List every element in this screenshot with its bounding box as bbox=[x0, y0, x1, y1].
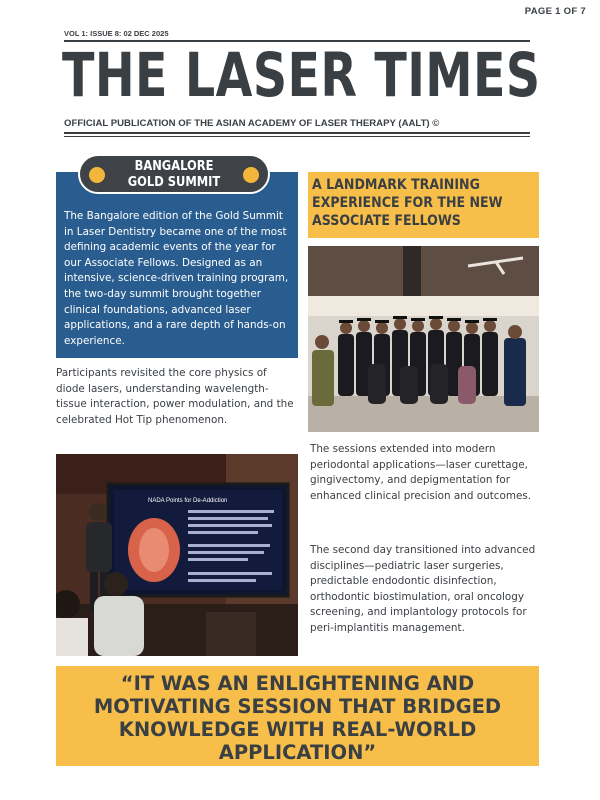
page-indicator: PAGE 1 OF 7 bbox=[524, 6, 586, 17]
headline: A LANDMARK TRAINING EXPERIENCE FOR THE NEW ASSOCIATE FELLOWS bbox=[312, 177, 503, 229]
physics-paragraph: Participants revisited the core physics of diode lasers, understanding wavelength-tissue interaction, power modulation, and the celebrated Hot Tip phenomenon. bbox=[56, 367, 294, 426]
masthead-subtitle: OFFICIAL PUBLICATION OF THE ASIAN ACADEMY OF LASER THERAPY (AALT) © bbox=[64, 118, 440, 129]
summit-title: BANGALORE GOLD SUMMIT bbox=[127, 158, 221, 190]
masthead-rule-thin bbox=[64, 136, 530, 137]
periodontal-paragraph: The sessions extended into modern periodontal applications—laser curettage, gingivectomy, and depigmentation for enhanced clinical precision and outcomes. bbox=[310, 443, 532, 502]
summit-intro: The Bangalore edition of the Gold Summit in Laser Dentistry became one of the most defining academic events of the year for our Associate Fellows. Designed as an intensive, science-driven training program, the two-day summit brought together clinical foundations, advanced laser applications, and a rare depth of hands-on experience. bbox=[64, 210, 289, 347]
masthead-rule bbox=[64, 132, 530, 134]
slide-title: NADA Points for De-Addiction bbox=[148, 498, 228, 504]
lecture-photo bbox=[56, 454, 298, 656]
issue-line: VOL 1: ISSUE 8: 02 DEC 2025 bbox=[64, 29, 169, 38]
summit-badge bbox=[78, 154, 270, 194]
second-day-paragraph: The second day transitioned into advanced disciplines—pediatric laser surgeries, predictable endodontic disinfection, orthodontic biostimulation, oral oncology screening, and implantology protocols for peri-implantitis management. bbox=[310, 544, 536, 634]
pull-quote: “IT WAS AN ENLIGHTENING AND MOTIVATING SESSION THAT BRIDGED KNOWLEDGE WITH REAL-WORLD APPLICATION” bbox=[93, 672, 502, 764]
badge-dot-left bbox=[89, 167, 105, 183]
group-photo bbox=[308, 246, 539, 432]
badge-dot-right bbox=[243, 167, 259, 183]
masthead-title: THE LASER TIMES bbox=[62, 40, 541, 111]
